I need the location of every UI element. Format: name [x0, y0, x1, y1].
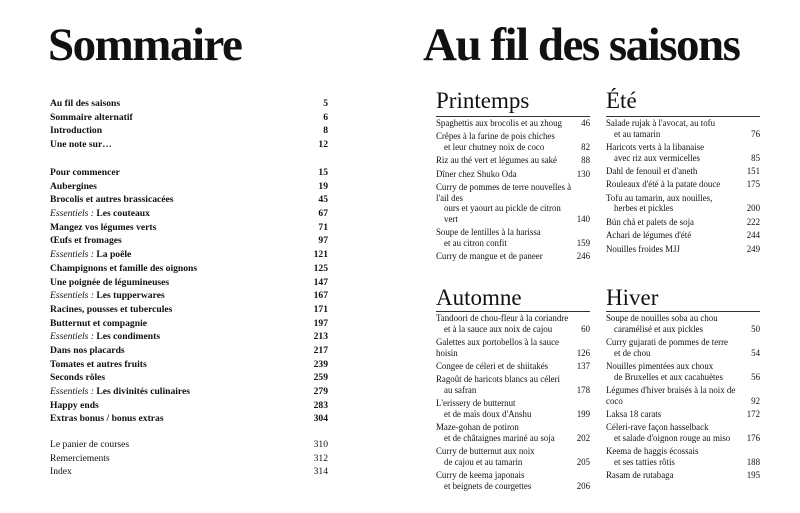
recipe-name	[606, 337, 747, 358]
toc-entry-label	[50, 289, 165, 303]
recipe-name-line: Congee de céleri et de shiitakés	[436, 360, 549, 371]
toc-entry-title: Les couteaux	[96, 208, 150, 220]
recipe-item[interactable]	[436, 182, 590, 224]
recipe-name-line: et à la sauce aux noix de cajou	[444, 323, 553, 334]
recipe-item[interactable]	[606, 446, 760, 467]
season-divider	[606, 116, 760, 117]
recipe-item[interactable]	[436, 169, 590, 180]
recipe-name	[606, 217, 743, 228]
recipe-name-line: Crêpes à la farine de pois chiches	[436, 131, 555, 142]
season-title-printemps: Printemps	[436, 88, 530, 113]
recipe-item[interactable]	[436, 118, 590, 129]
recipe-name-line: herbes et pickles	[614, 203, 674, 214]
recipe-name	[606, 422, 743, 443]
recipe-name	[606, 179, 743, 190]
recipe-page-number: 140	[576, 213, 590, 224]
recipe-name-line: Ragoût de haricots blancs au céleri	[436, 374, 560, 385]
recipe-name	[436, 131, 577, 152]
recipe-item[interactable]	[436, 251, 590, 262]
recipe-name	[436, 337, 573, 358]
toc-entry-label	[50, 207, 150, 221]
recipe-name-line: et de maïs doux d'Anshu	[444, 408, 532, 419]
recipe-item[interactable]	[436, 470, 590, 491]
recipe-page-number: 46	[581, 118, 590, 128]
toc-entry-title: Dans nos placards	[50, 344, 125, 356]
recipe-list-ete	[606, 118, 760, 257]
recipe-name-line: Salade rujak à l'avocat, au tofu	[606, 118, 716, 128]
recipe-item[interactable]	[436, 361, 590, 372]
recipe-name-line: L'erissery de butternut	[436, 398, 516, 409]
recipe-name-line: Soupe de lentilles à la harissa	[436, 227, 541, 238]
recipe-name-line: Maze-gohan de potiron	[436, 422, 519, 433]
recipe-name	[606, 193, 743, 214]
recipe-page-number: 200	[746, 203, 760, 214]
recipe-name-line: Curry de keema japonais	[436, 470, 525, 481]
recipe-item[interactable]	[606, 409, 760, 420]
recipe-name-line: Riz au thé vert et légumes au saké	[436, 155, 557, 166]
toc-entry[interactable]	[50, 97, 328, 111]
recipe-page-number: 88	[581, 155, 590, 166]
toc-entry-title: Happy ends	[50, 399, 99, 411]
recipe-name-line: au safran	[444, 384, 477, 395]
season-divider	[436, 311, 590, 312]
toc-entry-label	[50, 412, 164, 426]
recipe-name-line: et au tamarin	[614, 128, 661, 139]
recipe-page-number: 56	[751, 371, 760, 382]
recipe-name-line: Nouilles pimentées aux choux	[606, 360, 714, 371]
recipe-name-line: Céleri-rave façon hasselback	[606, 422, 709, 433]
recipe-page-number: 137	[576, 360, 590, 371]
recipe-name-line: et au citron confit	[444, 237, 507, 248]
toc-entry-label	[50, 358, 147, 372]
season-title-hiver: Hiver	[606, 285, 659, 310]
toc-entry-label	[50, 385, 190, 399]
recipe-name	[436, 227, 573, 248]
recipe-name-line: et de châtaignes mariné au soja	[444, 432, 555, 443]
toc-page-number: 310	[313, 439, 328, 450]
toc-entry-title: La poêle	[96, 249, 132, 261]
recipe-name	[606, 118, 747, 139]
toc-entry[interactable]	[50, 358, 328, 372]
recipe-name-line: Curry gujarati de pommes de terre	[606, 336, 728, 347]
recipe-list-printemps	[436, 118, 590, 265]
recipe-page-number: 92	[751, 395, 760, 406]
toc-entry-label	[50, 111, 133, 125]
recipe-item[interactable]	[606, 470, 760, 481]
toc-page-number: 121	[313, 249, 328, 261]
recipe-page-number: 222	[746, 216, 760, 227]
toc-essentiels-prefix: Essentiels :	[50, 386, 94, 397]
toc-entry[interactable]	[50, 317, 328, 331]
toc-essentiels-prefix: Essentiels :	[50, 208, 94, 220]
recipe-name	[436, 446, 573, 467]
recipe-page-number: 85	[751, 152, 760, 163]
toc-page-number: 8	[323, 125, 328, 137]
toc-page-number: 125	[313, 262, 328, 274]
recipe-name	[436, 470, 573, 491]
recipe-page-number: 178	[576, 384, 590, 395]
recipe-name-line: caramélisé et aux pickles	[614, 323, 703, 334]
toc-entry-title: Brocolis et autres brassicacées	[50, 194, 174, 206]
recipe-list-automne	[436, 313, 590, 494]
recipe-page-number: 188	[746, 456, 760, 467]
toc-entry-title: Le panier de courses	[50, 439, 130, 450]
recipe-name-line: Soupe de nouilles soba au chou	[606, 313, 718, 323]
toc-entry[interactable]	[50, 289, 328, 303]
toc-entry-title: Les condiments	[96, 331, 161, 343]
recipe-name-line: Rasam de rutabaga	[606, 470, 674, 481]
recipe-name	[436, 251, 573, 262]
toc-group-back	[50, 438, 328, 479]
recipe-page-number: 76	[751, 128, 760, 139]
recipe-name	[606, 361, 747, 382]
recipe-page-number: 175	[746, 179, 760, 190]
toc-entry[interactable]	[50, 399, 328, 413]
recipe-name	[436, 118, 577, 129]
recipe-name-line: avec riz aux vermicelles	[614, 152, 700, 163]
toc-page-number: 213	[313, 331, 328, 343]
toc-entry[interactable]	[50, 138, 328, 152]
toc-entry[interactable]	[50, 276, 328, 290]
recipe-page-number: 246	[576, 251, 590, 262]
recipe-page-number: 50	[751, 323, 760, 334]
toc-page-number: 304	[313, 413, 328, 425]
seasons-title: Au fil des saisons	[423, 19, 740, 71]
toc-page-number: 97	[318, 235, 328, 247]
season-divider	[606, 311, 760, 312]
toc-entry[interactable]	[50, 452, 328, 466]
toc-entry-label	[50, 303, 172, 317]
toc-entry-title: Sommaire alternatif	[50, 111, 133, 123]
toc-entry-label	[50, 276, 169, 290]
toc-entry-label	[50, 234, 122, 248]
recipe-name-line: Bún chả et palets de soja	[606, 216, 694, 227]
recipe-page-number: 151	[746, 165, 760, 176]
toc-page-number: 314	[313, 466, 328, 478]
toc-entry-title: Les divinités culinaires	[96, 386, 191, 397]
recipe-name-line: de cajou et au tamarin	[444, 456, 523, 467]
toc-entry[interactable]	[50, 371, 328, 385]
toc-page-number: 279	[313, 386, 328, 397]
recipe-name	[606, 142, 747, 163]
recipe-page-number: 126	[576, 347, 590, 358]
recipe-name-line: Achari de légumes d'été	[606, 230, 692, 241]
toc-page-number: 312	[313, 452, 328, 464]
recipe-page-number: 244	[746, 230, 760, 241]
recipe-item[interactable]	[606, 422, 760, 443]
toc-entry[interactable]	[50, 465, 328, 479]
toc-entry-title: Une poignée de légumineuses	[50, 276, 170, 288]
toc-entry-label	[50, 166, 120, 180]
toc-entry[interactable]	[50, 248, 328, 262]
toc-entry[interactable]	[50, 234, 328, 248]
toc-page-number: 19	[318, 180, 328, 192]
recipe-item[interactable]	[436, 398, 590, 419]
toc-page-number: 167	[313, 290, 328, 302]
toc-entry-title: Extras bonus / bonus extras	[50, 413, 164, 425]
recipe-item[interactable]	[436, 422, 590, 443]
toc-page-number: 67	[318, 208, 328, 220]
recipe-name	[606, 409, 743, 420]
toc-entry-label	[50, 438, 129, 452]
toc-entry[interactable]	[50, 193, 328, 207]
toc-entry-title: Tomates et autres fruits	[50, 358, 147, 370]
recipe-name-line: et salade d'oignon rouge au miso	[614, 432, 731, 443]
recipe-page-number: 249	[746, 243, 760, 254]
recipe-item[interactable]	[606, 179, 760, 190]
recipe-name	[606, 470, 743, 481]
toc-page-number: 15	[318, 167, 328, 178]
toc-page-number: 12	[318, 139, 328, 151]
recipe-name-line: Tandoori de chou-fleur à la coriandre	[436, 313, 569, 323]
season-title-automne: Automne	[436, 285, 522, 310]
toc-entry[interactable]	[50, 385, 328, 399]
recipe-item[interactable]	[606, 142, 760, 163]
recipe-name	[436, 169, 573, 180]
toc-page-number: 283	[313, 399, 328, 411]
recipe-page-number: 206	[576, 480, 590, 491]
toc-page-number: 259	[313, 372, 328, 384]
toc-entry[interactable]	[50, 262, 328, 276]
toc-entry[interactable]	[50, 207, 328, 221]
season-title-ete: Été	[606, 88, 637, 113]
toc-entry-title: Index	[50, 466, 72, 478]
recipe-name-line: Keema de haggis écossais	[606, 446, 699, 457]
recipe-page-number: 195	[746, 470, 760, 481]
recipe-item[interactable]	[606, 118, 760, 139]
toc-entry[interactable]	[50, 111, 328, 125]
recipe-name	[436, 155, 577, 166]
toc-entry[interactable]	[50, 124, 328, 138]
recipe-name-line: Légumes d'hiver braisés à la noix de coco	[606, 384, 736, 406]
recipe-name	[606, 230, 743, 241]
recipe-page-number: 159	[576, 237, 590, 248]
recipe-item[interactable]	[436, 313, 590, 334]
recipe-page-number: 202	[576, 432, 590, 443]
recipe-name	[436, 361, 573, 372]
recipe-item[interactable]	[436, 374, 590, 395]
recipe-item[interactable]	[606, 361, 760, 382]
recipe-item[interactable]	[606, 230, 760, 241]
toc-page-number: 6	[323, 111, 328, 123]
toc-entry-title: Remerciements	[50, 452, 110, 464]
recipe-page-number: 172	[746, 408, 760, 419]
toc-entry-title: Seconds rôles	[50, 372, 106, 384]
toc-page-number: 45	[318, 194, 328, 206]
toc-entry-label	[50, 330, 160, 344]
toc-entry-label	[50, 124, 102, 138]
recipe-name	[436, 313, 577, 334]
recipe-item[interactable]	[606, 313, 760, 334]
season-divider	[436, 116, 590, 117]
toc-entry-label	[50, 221, 156, 235]
recipe-item[interactable]	[606, 244, 760, 255]
toc-entry-label	[50, 193, 174, 207]
toc-entry[interactable]	[50, 330, 328, 344]
recipe-item[interactable]	[606, 193, 760, 214]
recipe-name	[436, 422, 573, 443]
recipe-name-line: Spaghettis aux brocolis et au zhoug	[436, 118, 562, 128]
toc-page-number: 147	[313, 276, 328, 288]
recipe-name-line: et de chou	[614, 347, 651, 358]
toc-entry-label	[50, 452, 110, 466]
toc-page-number: 171	[313, 303, 328, 315]
toc-entry-title: Introduction	[50, 125, 103, 137]
recipe-name	[606, 166, 743, 177]
recipe-item[interactable]	[606, 337, 760, 358]
toc-entry[interactable]	[50, 438, 328, 452]
toc-entry-label	[50, 138, 112, 152]
recipe-name-line: Dîner chez Shuko Oda	[436, 168, 517, 179]
recipe-page-number: 176	[746, 432, 760, 443]
recipe-item[interactable]	[606, 385, 760, 406]
recipe-name-line: Dahl de fenouil et d'aneth	[606, 165, 698, 176]
toc-entry-label	[50, 248, 131, 262]
toc-entry-title: Au fil des saisons	[50, 98, 121, 109]
recipe-page-number: 82	[581, 141, 590, 152]
recipe-name-line: et leur chutney noix de coco	[444, 141, 545, 152]
recipe-name-line: Tofu au tamarin, aux nouilles,	[606, 192, 713, 203]
toc-entry-label	[50, 465, 72, 479]
recipe-name	[606, 385, 747, 406]
recipe-page-number: 199	[576, 408, 590, 419]
recipe-name-line: Galettes aux portobellos à la sauce hoisin	[436, 336, 559, 358]
toc-essentiels-prefix: Essentiels :	[50, 331, 94, 343]
toc-entry[interactable]	[50, 344, 328, 358]
toc-entry-label	[50, 399, 99, 413]
toc-group-chapters	[50, 166, 328, 426]
recipe-name-line: Laksa 18 carats	[606, 408, 662, 419]
recipe-name-line: Curry de pommes de terre nouvelles à l'ail des	[436, 182, 572, 203]
recipe-list-hiver	[606, 313, 760, 484]
toc-entry-label	[50, 97, 120, 111]
recipe-page-number: 54	[751, 347, 760, 358]
toc-entry-label	[50, 262, 197, 276]
recipe-item[interactable]	[436, 337, 590, 358]
recipe-name-line: Curry de butternut aux noix	[436, 446, 535, 457]
recipe-name-line: Rouleaux d'été à la patate douce	[606, 179, 721, 190]
toc-page-number: 5	[323, 98, 328, 109]
toc-entry-label	[50, 180, 97, 194]
toc-entry[interactable]	[50, 303, 328, 317]
toc-entry-title: Une note sur…	[50, 139, 112, 151]
recipe-name-line: de Bruxelles et aux cacahuètes	[614, 371, 723, 382]
recipe-name	[436, 374, 573, 395]
recipe-page-number: 60	[581, 323, 590, 334]
recipe-name	[606, 313, 747, 334]
toc-essentiels-prefix: Essentiels :	[50, 249, 94, 261]
toc-entry[interactable]	[50, 166, 328, 180]
recipe-name-line: Haricots verts à la libanaise	[606, 141, 705, 152]
toc-page-number: 217	[313, 344, 328, 356]
recipe-item[interactable]	[436, 446, 590, 467]
toc-page-number: 71	[318, 221, 328, 233]
recipe-name-line: Curry de mangue et de paneer	[436, 251, 543, 262]
recipe-item[interactable]	[606, 217, 760, 228]
toc-entry-title: Aubergines	[50, 180, 97, 192]
toc-entry-title: Racines, pousses et tubercules	[50, 303, 173, 315]
toc-entry-label	[50, 344, 125, 358]
recipe-item[interactable]	[436, 227, 590, 248]
recipe-name-line: Nouilles froides MJJ	[606, 243, 680, 254]
recipe-page-number: 130	[576, 168, 590, 179]
recipe-name	[436, 398, 573, 419]
toc-essentiels-prefix: Essentiels :	[50, 290, 94, 302]
recipe-name-line: et ses tatties rôtis	[614, 456, 675, 467]
recipe-item[interactable]	[606, 166, 760, 177]
contents-title: Sommaire	[48, 19, 242, 71]
toc-entry[interactable]	[50, 221, 328, 235]
toc-entry-label	[50, 317, 147, 331]
recipe-name	[606, 244, 743, 255]
recipe-name-line: et beignets de courgettes	[444, 480, 532, 491]
toc-entry-title: Champignons et famille des oignons	[50, 262, 198, 274]
recipe-item[interactable]	[436, 131, 590, 152]
toc-group-front	[50, 97, 328, 152]
toc-page-number: 239	[313, 358, 328, 370]
toc-entry[interactable]	[50, 180, 328, 194]
recipe-item[interactable]	[436, 155, 590, 166]
toc-entry-title: Butternut et compagnie	[50, 317, 147, 329]
toc-entry-title: Les tupperwares	[96, 290, 165, 302]
toc-entry-title: Œufs et fromages	[50, 235, 122, 247]
recipe-page-number: 205	[576, 456, 590, 467]
toc-entry[interactable]	[50, 412, 328, 426]
toc-page-number: 197	[313, 317, 328, 329]
toc-entry-title: Mangez vos légumes verts	[50, 221, 157, 233]
recipe-name-line: ours et yaourt au pickle de citron vert	[444, 203, 561, 224]
toc-entry-label	[50, 371, 105, 385]
recipe-name	[606, 446, 743, 467]
toc-entry-title: Pour commencer	[50, 167, 120, 178]
recipe-name	[436, 182, 573, 224]
